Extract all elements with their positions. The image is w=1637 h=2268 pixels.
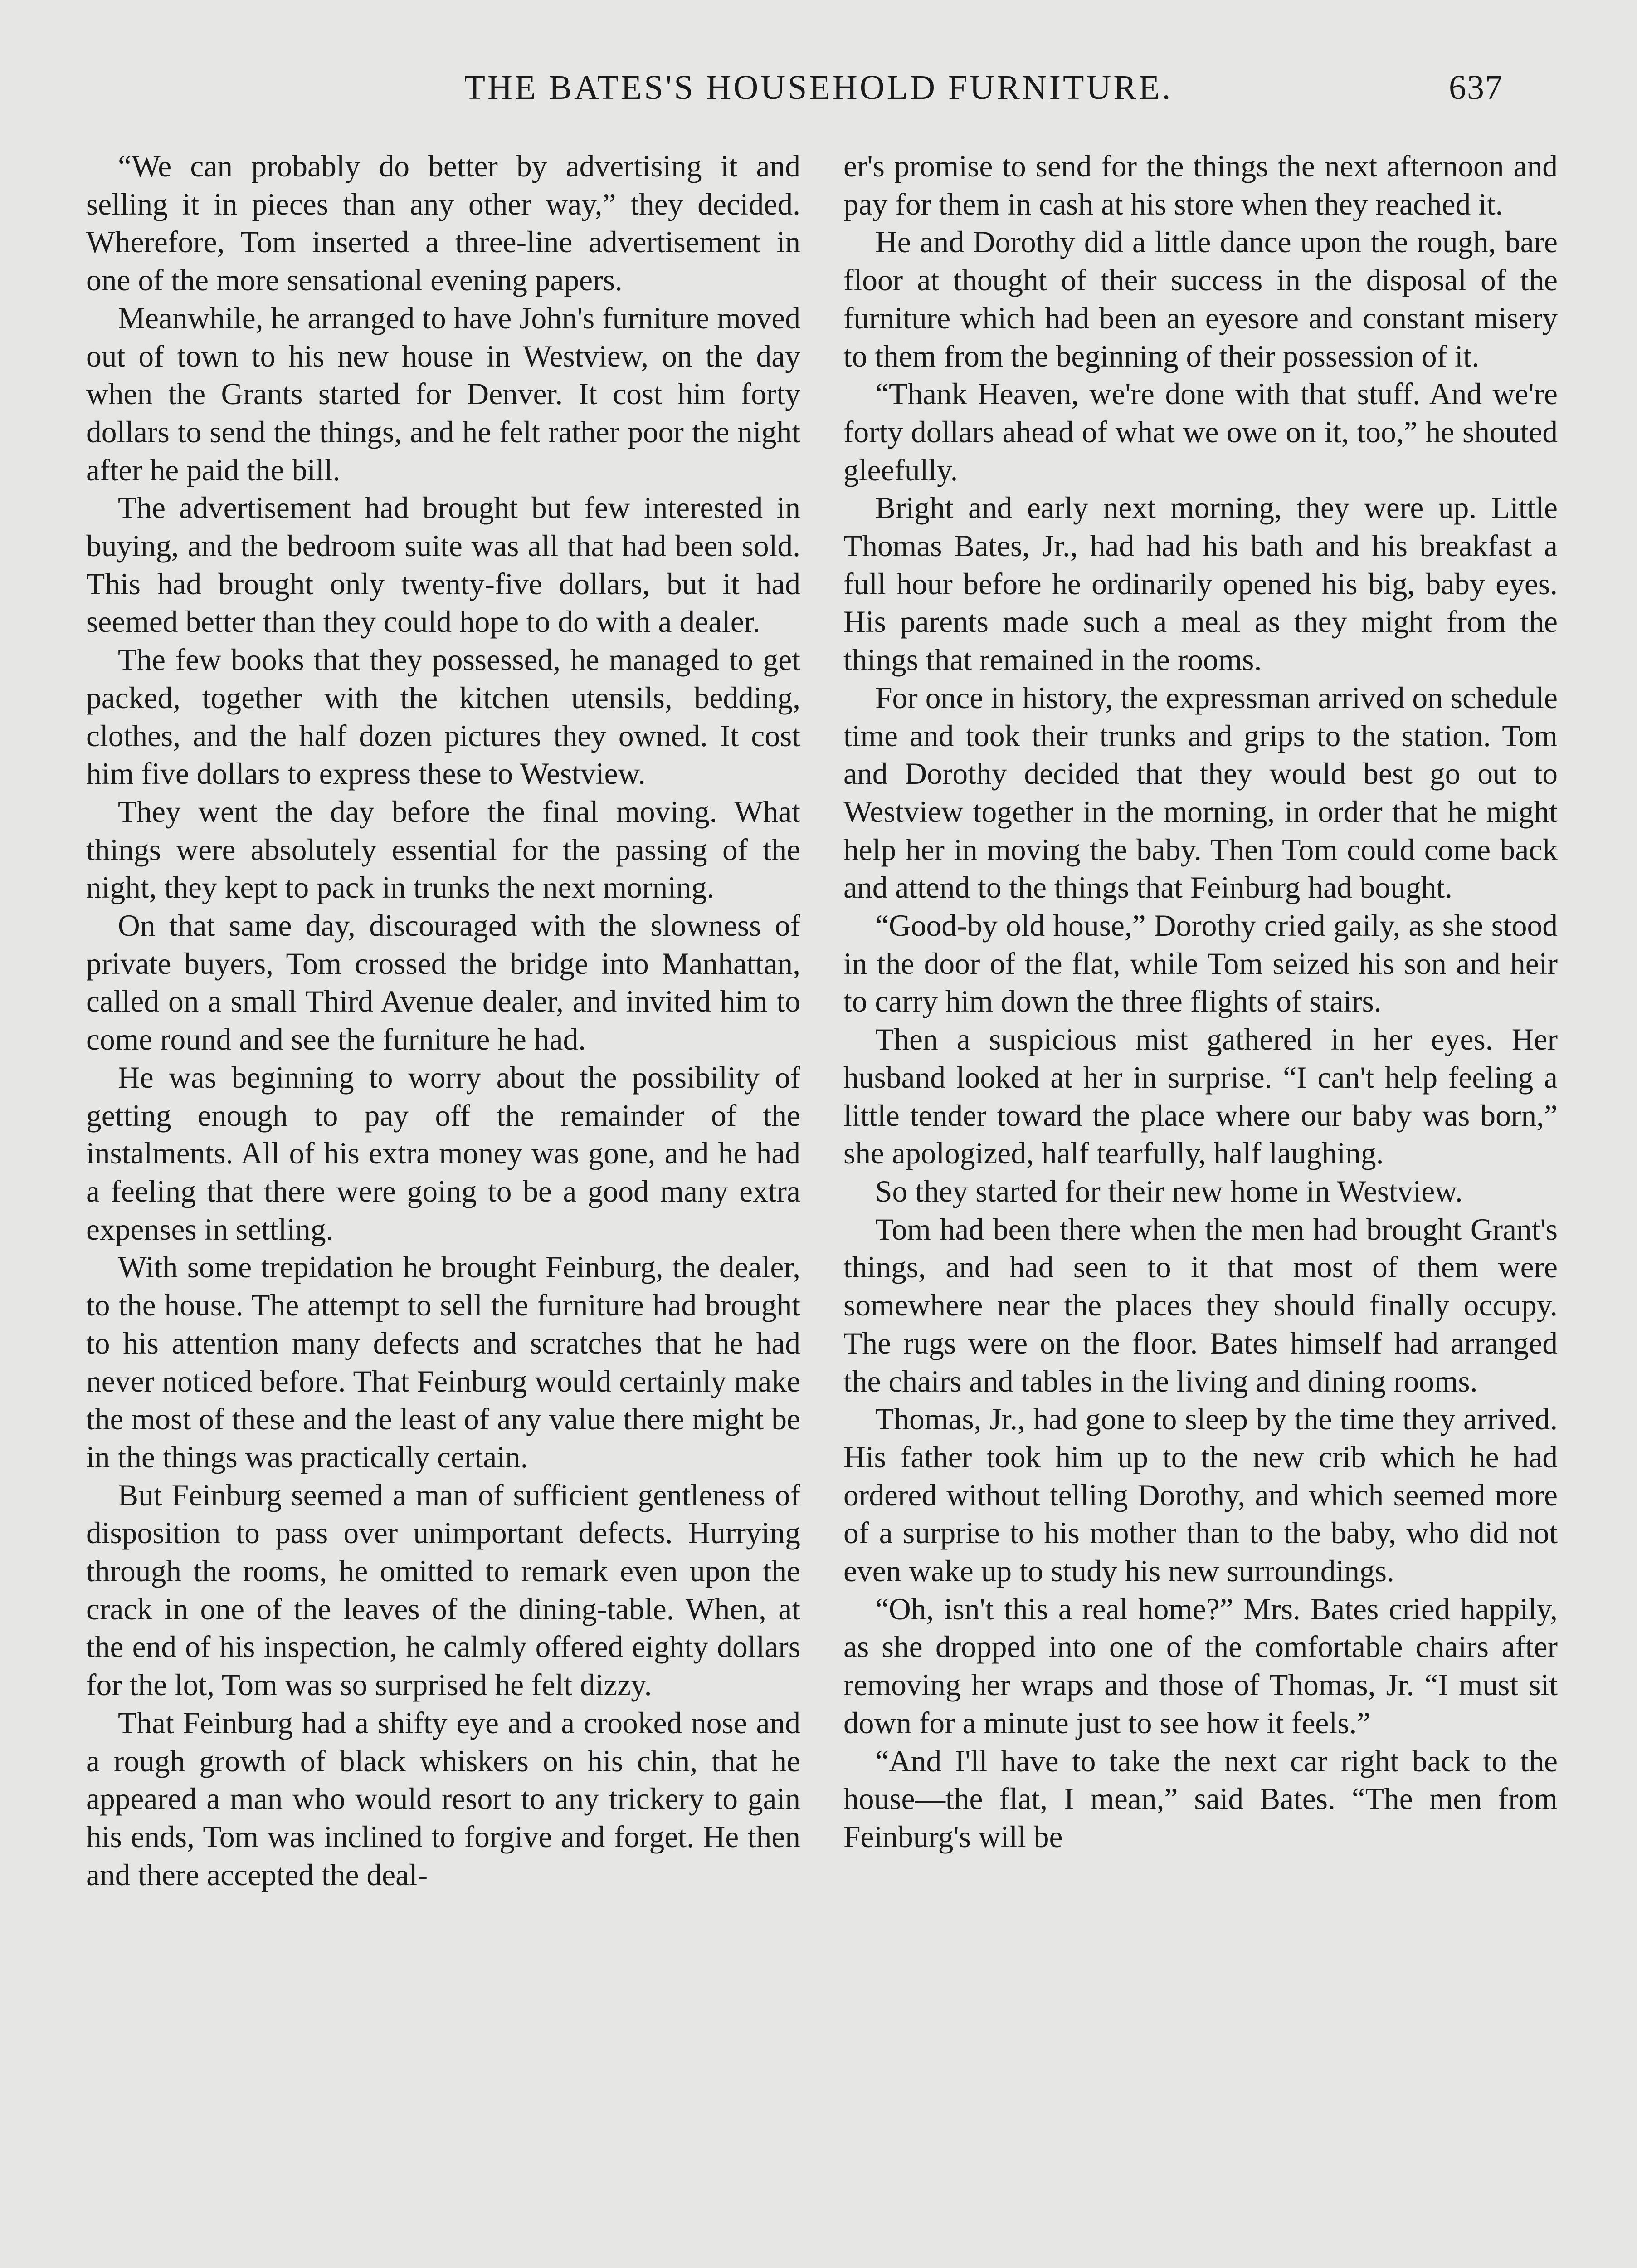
paragraph: But Feinburg seemed a man of sufficient gentleness of disposition to pass over unimportant defects. Hurrying through the rooms, he omitted to remark even upon the crack in one of the leaves of the dining-table. When, at the end of his inspection, he calmly offered eighty dollars for the lot, Tom was so surprised he felt dizzy. bbox=[86, 1478, 800, 1702]
paragraph: For once in history, the expressman arrived on schedule time and took their trunks and grips to the station. Tom and Dorothy decided that they would best go out to Westview together in the morning, in order that he might help her in moving the baby. Then Tom could come back and attend to the things that Feinburg had bought. bbox=[843, 680, 1558, 905]
paragraph: Thomas, Jr., had gone to sleep by the time they arrived. His father took him up to the new crib which he had ordered without telling Dorothy, and which seemed more of a surprise to his mother than to the baby, who did not even wake up to study his new surroundings. bbox=[843, 1402, 1558, 1589]
paragraph: So they started for their new home in Westview. bbox=[875, 1174, 1463, 1208]
paragraph: He and Dorothy did a little dance upon the rough, bare floor at thought of their success in the disposal of the furniture which had been an eyesore and constant misery to them from the beginning of their possession of it. bbox=[843, 225, 1558, 373]
paragraph: er's promise to send for the things the next afternoon and pay for them in cash at his store when they reached it. bbox=[843, 149, 1558, 221]
paragraph: “Good-by old house,” Dorothy cried gaily, as she stood in the door of the flat, while Tom seized his son and heir to carry him down the three flights of stairs. bbox=[843, 909, 1558, 1019]
left-text-column bbox=[86, 147, 800, 1894]
paragraph: They went the day before the final moving. What things were absolutely essential for the passing of the night, they kept to pack in trunks the next morning. bbox=[86, 794, 800, 905]
paragraph: The advertisement had brought but few interested in buying, and the bedroom suite was all that had been sold. This had brought only twenty-five dollars, but it had seemed better than they could hope to do with a dealer. bbox=[86, 491, 800, 639]
paragraph: Tom had been there when the men had brought Grant's things, and had seen to it that most of them were somewhere near the places they should finally occupy. The rugs were on the floor. Bates himself had arranged the chairs and tables in the living and dining rooms. bbox=[843, 1212, 1558, 1398]
paragraph: “And I'll have to take the next car right back to the house—the flat, I mean,” said Bates. “The men from Feinburg's will be bbox=[843, 1744, 1558, 1854]
paragraph: “Thank Heaven, we're done with that stuff. And we're forty dollars ahead of what we owe on it, too,” he shouted gleefully. bbox=[843, 377, 1558, 487]
page-number: 637 bbox=[1449, 68, 1503, 107]
paragraph: Meanwhile, he arranged to have John's furniture moved out of town to his new house in Westview, on the day when the Grants started for Denver. It cost him forty dollars to send the things, and he felt rather poor the night after he paid the bill. bbox=[86, 301, 800, 487]
page-header bbox=[0, 63, 1637, 112]
paragraph: On that same day, discouraged with the slowness of private buyers, Tom crossed the bridge into Manhattan, called on a small Third Avenue dealer, and invited him to come round and see the furniture he had. bbox=[86, 909, 800, 1057]
running-title: THE BATES'S HOUSEHOLD FURNITURE. bbox=[464, 68, 1173, 107]
right-text-column bbox=[843, 147, 1558, 1856]
paragraph: With some trepidation he brought Feinburg, the dealer, to the house. The attempt to sell the furniture had brought to his attention many defects and scratches that he had never noticed before. That Feinburg would certainly make the most of these and the least of any value there might be in the things was practically certain. bbox=[86, 1250, 800, 1474]
paragraph: The few books that they possessed, he managed to get packed, together with the kitchen utensils, bedding, clothes, and the half dozen pictures they owned. It cost him five dollars to express these to Westview. bbox=[86, 643, 800, 791]
paragraph: Bright and early next morning, they were up. Little Thomas Bates, Jr., had had his bath and his breakfast a full hour before he ordinarily opened his big, baby eyes. His parents made such a meal as they might from the things that remained in the rooms. bbox=[843, 491, 1558, 677]
paragraph: Then a suspicious mist gathered in her eyes. Her husband looked at her in surprise. “I can't help feeling a little tender toward the place where our baby was born,” she apologized, half tearfully, half laughing. bbox=[843, 1022, 1558, 1171]
paragraph: “Oh, isn't this a real home?” Mrs. Bates cried happily, as she dropped into one of the comfortable chairs after removing her wraps and those of Thomas, Jr. “I must sit down for a minute just to see how it feels.” bbox=[843, 1592, 1558, 1740]
paragraph: He was beginning to worry about the possibility of getting enough to pay off the remainder of the instalments. All of his extra money was gone, and he had a feeling that there were going to be a good many extra expenses in settling. bbox=[86, 1060, 800, 1246]
paragraph: “We can probably do better by advertising it and selling it in pieces than any other way,” they decided. Wherefore, Tom inserted a three-line advertisement in one of the more sensational evening papers. bbox=[86, 149, 800, 298]
paragraph: That Feinburg had a shifty eye and a crooked nose and a rough growth of black whiskers on his chin, that he appeared a man who would resort to any trickery to gain his ends, Tom was inclined to forgive and forget. He then and there accepted the deal- bbox=[86, 1706, 800, 1892]
